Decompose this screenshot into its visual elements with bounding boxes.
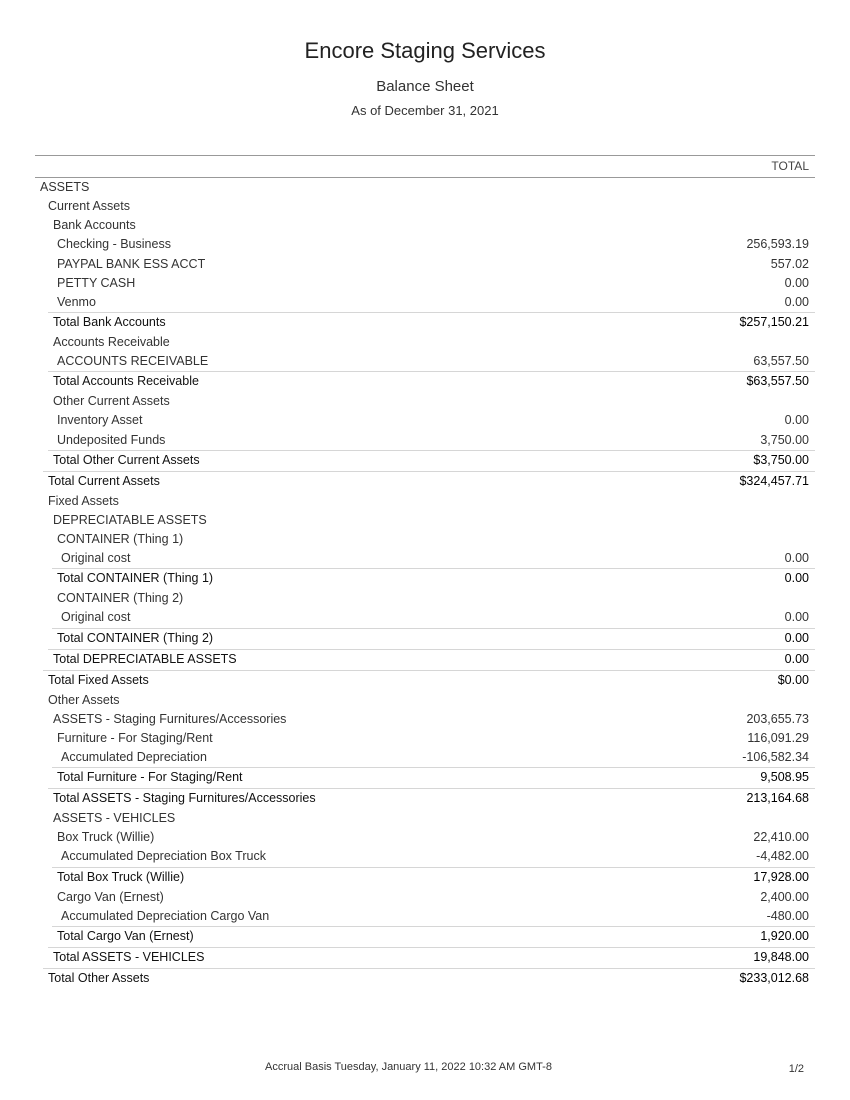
row-amount: 19,848.00 — [753, 949, 809, 964]
row-label: Total CONTAINER (Thing 1) — [57, 571, 214, 586]
table-body — [35, 178, 815, 989]
section-row — [35, 691, 815, 710]
company-name: Encore Staging Services — [304, 38, 546, 63]
table-row — [35, 411, 815, 430]
row-label: Inventory Asset — [57, 413, 143, 428]
section-row — [35, 197, 815, 216]
row-label: Furniture - For Staging/Rent — [57, 730, 213, 745]
total-row — [35, 371, 815, 392]
row-label: Total Current Assets — [48, 473, 160, 488]
row-label: Accumulated Depreciation Cargo Van — [61, 908, 270, 923]
balance-sheet-table — [35, 155, 815, 989]
row-label: Other Current Assets — [53, 394, 170, 409]
row-label: Bank Accounts — [53, 218, 136, 233]
row-amount: 22,410.00 — [753, 830, 809, 845]
table-row — [35, 748, 815, 767]
row-label: Accounts Receivable — [53, 334, 170, 349]
section-row — [35, 809, 815, 828]
row-amount: $233,012.68 — [739, 970, 809, 985]
row-label: Total DEPRECIATABLE ASSETS — [53, 651, 237, 666]
row-label: Other Assets — [48, 692, 120, 707]
row-label: DEPRECIATABLE ASSETS — [53, 512, 207, 527]
row-label: Total Accounts Receivable — [53, 374, 199, 389]
row-label: Total Furniture - For Staging/Rent — [57, 770, 243, 785]
row-amount: 0.00 — [784, 651, 809, 666]
row-amount: $257,150.21 — [739, 314, 809, 329]
total-row — [35, 968, 815, 989]
row-amount: $324,457.71 — [739, 473, 809, 488]
table-row — [35, 907, 815, 926]
row-label: Total Bank Accounts — [53, 314, 166, 329]
row-amount: -4,482.00 — [756, 849, 809, 864]
table-row — [35, 293, 815, 312]
row-amount: -480.00 — [766, 908, 809, 923]
row-label: Venmo — [57, 294, 96, 309]
row-label: Total Other Current Assets — [53, 452, 200, 467]
row-label: Total CONTAINER (Thing 2) — [57, 630, 214, 645]
table-row — [35, 828, 815, 847]
row-amount: 0.00 — [784, 413, 809, 428]
total-row — [35, 628, 815, 649]
table-row — [35, 710, 815, 729]
row-amount: 0.00 — [784, 275, 809, 290]
row-label: Total ASSETS - Staging Furnitures/Accessories — [53, 791, 316, 806]
row-label: Cargo Van (Ernest) — [57, 889, 164, 904]
total-row — [35, 670, 815, 691]
total-row — [35, 867, 815, 888]
report-title: Balance Sheet — [376, 78, 474, 95]
table-row — [35, 352, 815, 371]
row-amount: 9,508.95 — [760, 770, 809, 785]
section-row — [35, 392, 815, 411]
report-period: As of December 31, 2021 — [351, 103, 499, 118]
total-row — [35, 471, 815, 492]
row-label: Undeposited Funds — [57, 432, 166, 447]
row-label: Total Fixed Assets — [48, 672, 149, 687]
total-row — [35, 767, 815, 788]
table-row — [35, 549, 815, 568]
row-amount: 256,593.19 — [746, 237, 809, 252]
row-label: Original cost — [61, 551, 131, 566]
total-row — [35, 947, 815, 968]
row-label: Box Truck (Willie) — [57, 830, 155, 845]
column-header-row — [35, 155, 815, 178]
row-label: Original cost — [61, 610, 131, 625]
row-label: ASSETS - Staging Furnitures/Accessories — [53, 711, 287, 726]
section-row — [35, 333, 815, 352]
page-number: 1/2 — [788, 1063, 804, 1075]
row-label: Accumulated Depreciation — [61, 749, 207, 764]
row-amount: 17,928.00 — [753, 869, 809, 884]
row-amount: $63,557.50 — [746, 374, 809, 389]
table-row — [35, 431, 815, 450]
section-row — [35, 511, 815, 530]
row-amount: 116,091.29 — [747, 730, 809, 745]
table-row — [35, 274, 815, 293]
row-label: CONTAINER (Thing 1) — [57, 531, 184, 546]
row-amount: $3,750.00 — [753, 452, 809, 467]
section-row — [35, 492, 815, 511]
row-label: ASSETS — [40, 180, 90, 194]
row-label: Total Box Truck (Willie) — [57, 869, 185, 884]
report-basis-timestamp: Accrual Basis Tuesday, January 11, 2022 10:32 AM GMT-8 — [265, 1061, 552, 1073]
total-row — [35, 450, 815, 471]
row-label: Fixed Assets — [48, 493, 119, 508]
table-row — [35, 255, 815, 274]
section-row — [35, 178, 815, 197]
table-row — [35, 729, 815, 748]
row-label: Checking - Business — [57, 237, 171, 252]
total-column-header: TOTAL — [771, 159, 809, 173]
row-label: Accumulated Depreciation Box Truck — [61, 849, 266, 864]
row-amount: 557.02 — [770, 256, 809, 271]
row-label: Total ASSETS - VEHICLES — [53, 949, 205, 964]
total-row — [35, 568, 815, 589]
row-amount: 63,557.50 — [753, 354, 809, 369]
row-amount: 3,750.00 — [760, 432, 809, 447]
total-row — [35, 788, 815, 809]
row-label: Current Assets — [48, 199, 130, 214]
row-label: Total Other Assets — [48, 970, 150, 985]
row-label: Total Cargo Van (Ernest) — [57, 928, 194, 943]
row-amount: 203,655.73 — [746, 711, 809, 726]
total-row — [35, 312, 815, 333]
total-row — [35, 649, 815, 670]
table-row — [35, 608, 815, 627]
row-label: PETTY CASH — [57, 275, 136, 290]
row-label: PAYPAL BANK ESS ACCT — [57, 256, 206, 271]
row-label: CONTAINER (Thing 2) — [57, 591, 184, 606]
row-amount: 213,164.68 — [746, 791, 809, 806]
row-amount: 0.00 — [784, 551, 809, 566]
section-row — [35, 589, 815, 608]
row-amount: -106,582.34 — [742, 749, 809, 764]
total-row — [35, 926, 815, 947]
table-row — [35, 235, 815, 254]
row-amount: 0.00 — [784, 630, 809, 645]
row-amount: 0.00 — [784, 571, 809, 586]
row-amount: $0.00 — [777, 672, 809, 687]
table-row — [35, 888, 815, 907]
section-row — [35, 530, 815, 549]
table-row — [35, 847, 815, 866]
row-amount: 0.00 — [784, 294, 809, 309]
row-amount: 0.00 — [784, 610, 809, 625]
section-row — [35, 216, 815, 235]
row-label: ACCOUNTS RECEIVABLE — [57, 354, 209, 369]
row-amount: 1,920.00 — [760, 928, 809, 943]
row-amount: 2,400.00 — [760, 889, 809, 904]
row-label: ASSETS - VEHICLES — [53, 811, 176, 826]
